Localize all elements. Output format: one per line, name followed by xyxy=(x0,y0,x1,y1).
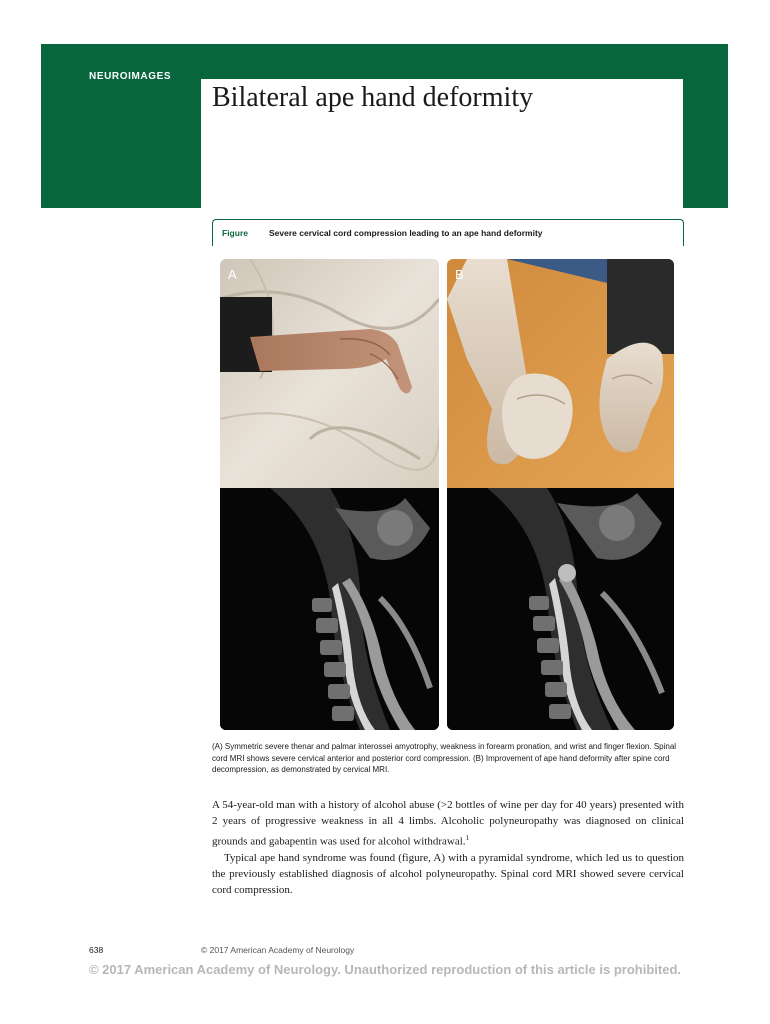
reference-marker[interactable]: 1 xyxy=(465,833,470,842)
section-label: NEUROIMAGES xyxy=(89,71,172,82)
footer-copyright: © 2017 American Academy of Neurology xyxy=(201,945,355,955)
panel-b-letter: B xyxy=(455,267,464,282)
body-paragraph-1-text: A 54-year-old man with a history of alcohol abuse (>2 bottles of wine per day for 40 years) presented with 2 years of progressive weakness in all 4 limbs. Alcoholic polyneuropathy was diagnosed on clinical grounds and gabapentin was used for alcohol withdrawal. xyxy=(212,799,684,848)
article-title: Bilateral ape hand deformity xyxy=(212,82,534,113)
body-paragraph-1 xyxy=(212,797,684,850)
article-body xyxy=(212,797,684,898)
hand-photo-b xyxy=(447,259,674,488)
figure-caption: (A) Symmetric severe thenar and palmar interossei amyotrophy, weakness in forearm pronation, and wrist and finger flexion. Spinal cord MRI shows severe cervical anterior and posterior cord compression. (B) Improvement of ape hand deformity after spine cord decompression, as demonstrated by cervical MRI. xyxy=(212,742,677,774)
figure-title: Severe cervical cord compression leading to an ape hand deformity xyxy=(269,228,543,238)
page-number: 638 xyxy=(89,945,104,955)
mri-image-b xyxy=(447,488,674,730)
mri-image-a xyxy=(220,488,439,730)
figure-label: Figure xyxy=(222,228,248,238)
panel-a-letter: A xyxy=(228,267,237,282)
body-paragraph-2: Typical ape hand syndrome was found (figure, A) with a pyramidal syndrome, which led us to question the previously established diagnosis of alcohol polyneuropathy. Spinal cord MRI showed severe cervical cord compression. xyxy=(212,851,684,897)
figure-panel-b xyxy=(447,259,674,730)
hand-photo-a xyxy=(220,259,439,488)
figure-panel-a xyxy=(220,259,439,730)
copyright-watermark: © 2017 American Academy of Neurology. Unauthorized reproduction of this article is prohibited. xyxy=(88,962,682,977)
